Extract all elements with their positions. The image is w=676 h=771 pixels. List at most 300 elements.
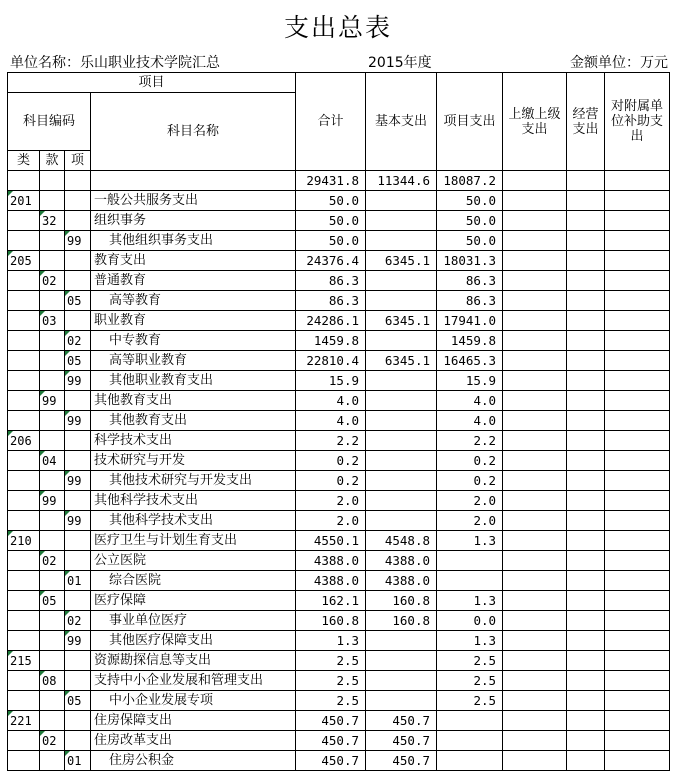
empty-cell (503, 191, 567, 211)
code-lei (8, 211, 40, 231)
code-lei (8, 611, 40, 631)
table-row (8, 551, 670, 571)
amount-project: 50.0 (437, 191, 503, 211)
code-lei (8, 411, 40, 431)
code-xiang: 99 (65, 511, 91, 531)
code-lei (8, 491, 40, 511)
empty-cell (605, 631, 670, 651)
amount-basic (366, 291, 437, 311)
amount-project (437, 751, 503, 771)
empty-cell (605, 331, 670, 351)
empty-cell (567, 651, 605, 671)
subject-name: 支持中小企业发展和管理支出 (91, 671, 296, 691)
code-kuan: 99 (40, 391, 65, 411)
code-kuan (40, 511, 65, 531)
code-kuan (40, 231, 65, 251)
amount-project: 1.3 (437, 591, 503, 611)
empty-cell (605, 371, 670, 391)
amount-basic: 6345.1 (366, 311, 437, 331)
amount-basic: 4388.0 (366, 551, 437, 571)
page-title: 支出总表 (283, 13, 392, 42)
amount-project: 50.0 (437, 231, 503, 251)
code-kuan: 02 (40, 551, 65, 571)
subject-name: 其他组织事务支出 (91, 231, 296, 251)
code-lei (8, 351, 40, 371)
amount-total: 4.0 (296, 391, 366, 411)
empty-cell (605, 291, 670, 311)
subject-name: 事业单位医疗 (91, 611, 296, 631)
empty-cell (567, 291, 605, 311)
table-row (8, 751, 670, 771)
code-kuan: 03 (40, 311, 65, 331)
empty-cell (567, 491, 605, 511)
code-xiang: 99 (65, 371, 91, 391)
table-row (8, 371, 670, 391)
code-lei (8, 571, 40, 591)
amount-project: 1459.8 (437, 331, 503, 351)
code-kuan (40, 291, 65, 311)
amount-total: 0.2 (296, 471, 366, 491)
subject-name: 其他教育支出 (91, 411, 296, 431)
code-xiang: 99 (65, 231, 91, 251)
code-xiang (65, 551, 91, 571)
table-row (8, 451, 670, 471)
code-xiang: 02 (65, 611, 91, 631)
empty-cell (503, 611, 567, 631)
code-kuan (40, 711, 65, 731)
code-kuan (40, 611, 65, 631)
empty-cell (605, 311, 670, 331)
empty-cell (503, 231, 567, 251)
amount-project: 2.2 (437, 431, 503, 451)
code-lei: 201 (8, 191, 40, 211)
code-xiang (65, 671, 91, 691)
amount-total: 1.3 (296, 631, 366, 651)
code-lei (8, 511, 40, 531)
code-xiang (65, 391, 91, 411)
code-xiang (65, 251, 91, 271)
empty-cell (605, 571, 670, 591)
header-subject-name: 科目名称 (91, 93, 296, 171)
amount-total: 2.5 (296, 691, 366, 711)
empty-cell (605, 671, 670, 691)
code-lei: 205 (8, 251, 40, 271)
amount-basic (366, 651, 437, 671)
code-lei (8, 391, 40, 411)
code-lei (8, 471, 40, 491)
empty-cell (503, 351, 567, 371)
code-xiang: 99 (65, 631, 91, 651)
code-lei (8, 551, 40, 571)
empty-cell (605, 551, 670, 571)
empty-cell (567, 711, 605, 731)
table-row (8, 671, 670, 691)
code-xiang: 01 (65, 571, 91, 591)
amount-project: 4.0 (437, 391, 503, 411)
amount-basic: 450.7 (366, 731, 437, 751)
subject-name: 科学技术支出 (91, 431, 296, 451)
empty-cell (503, 451, 567, 471)
code-xiang (65, 311, 91, 331)
amount-basic (366, 371, 437, 391)
table-row (8, 711, 670, 731)
empty-cell (605, 231, 670, 251)
table-row (8, 731, 670, 751)
amount-total: 160.8 (296, 611, 366, 631)
amount-total: 0.2 (296, 451, 366, 471)
empty-cell (605, 611, 670, 631)
amount-project: 50.0 (437, 211, 503, 231)
table-row (8, 331, 670, 351)
empty-cell (503, 551, 567, 571)
amount-project: 15.9 (437, 371, 503, 391)
subject-name: 资源勘探信息等支出 (91, 651, 296, 671)
empty-cell (503, 371, 567, 391)
code-kuan (40, 431, 65, 451)
code-kuan: 02 (40, 271, 65, 291)
empty-cell (605, 491, 670, 511)
amount-project (437, 571, 503, 591)
code-lei (8, 291, 40, 311)
code-xiang (65, 451, 91, 471)
amount-project (437, 551, 503, 571)
amount-basic (366, 691, 437, 711)
code-kuan (40, 371, 65, 391)
empty-cell (567, 371, 605, 391)
subject-name: 一般公共服务支出 (91, 191, 296, 211)
amount-total: 24286.1 (296, 311, 366, 331)
amount-project: 0.2 (437, 471, 503, 491)
header-kuan: 款 (40, 151, 65, 171)
empty-cell (567, 531, 605, 551)
table-row (8, 431, 670, 451)
header-basic: 基本支出 (366, 73, 437, 171)
code-kuan (40, 351, 65, 371)
header-project: 项目支出 (437, 73, 503, 171)
empty-cell (503, 651, 567, 671)
empty-cell (567, 231, 605, 251)
empty-cell (567, 471, 605, 491)
amount-project: 2.5 (437, 671, 503, 691)
code-kuan (40, 571, 65, 591)
amount-total: 4388.0 (296, 551, 366, 571)
amount-project: 0.0 (437, 611, 503, 631)
empty-cell (567, 211, 605, 231)
code-xiang: 05 (65, 291, 91, 311)
amount-total: 162.1 (296, 591, 366, 611)
empty-cell (605, 531, 670, 551)
empty-cell (605, 651, 670, 671)
amount-total: 2.5 (296, 651, 366, 671)
amount-project (437, 731, 503, 751)
subject-name: 其他教育支出 (91, 391, 296, 411)
amount-project: 86.3 (437, 291, 503, 311)
subject-name: 综合医院 (91, 571, 296, 591)
subject-name: 住房保障支出 (91, 711, 296, 731)
table-row (8, 471, 670, 491)
code-lei: 206 (8, 431, 40, 451)
empty-cell (503, 691, 567, 711)
code-kuan: 05 (40, 591, 65, 611)
code-xiang (65, 271, 91, 291)
empty-cell (567, 611, 605, 631)
amount-total: 2.5 (296, 671, 366, 691)
amount-project: 16465.3 (437, 351, 503, 371)
empty-cell (503, 431, 567, 451)
code-lei (8, 231, 40, 251)
code-kuan: 08 (40, 671, 65, 691)
table-row (8, 191, 670, 211)
code-lei (8, 631, 40, 651)
amount-basic (366, 391, 437, 411)
code-kuan (40, 471, 65, 491)
amount-project: 86.3 (437, 271, 503, 291)
empty-cell (605, 591, 670, 611)
amount-basic (366, 511, 437, 531)
amount-total: 86.3 (296, 271, 366, 291)
amount-basic (366, 191, 437, 211)
table-row (8, 311, 670, 331)
expenditure-table (7, 72, 670, 771)
amount-total: 2.2 (296, 431, 366, 451)
subject-name: 中专教育 (91, 331, 296, 351)
subject-name: 其他医疗保障支出 (91, 631, 296, 651)
subject-name: 技术研究与开发 (91, 451, 296, 471)
table-row (8, 231, 670, 251)
table-row (8, 691, 670, 711)
code-lei (8, 671, 40, 691)
subject-name: 住房公积金 (91, 751, 296, 771)
empty-cell (605, 731, 670, 751)
table-row (8, 531, 670, 551)
code-lei: 221 (8, 711, 40, 731)
amount-total: 22810.4 (296, 351, 366, 371)
subject-name: 其他科学技术支出 (91, 511, 296, 531)
amount-project: 18031.3 (437, 251, 503, 271)
table-row (8, 251, 670, 271)
empty-cell (567, 631, 605, 651)
empty-cell (567, 691, 605, 711)
code-xiang (65, 731, 91, 751)
amount-total: 1459.8 (296, 331, 366, 351)
table-row (8, 591, 670, 611)
amount-basic (366, 271, 437, 291)
empty-cell (567, 251, 605, 271)
empty-cell (503, 511, 567, 531)
amount-basic: 450.7 (366, 751, 437, 771)
amount-project: 2.5 (437, 651, 503, 671)
code-kuan (40, 751, 65, 771)
empty-cell (567, 311, 605, 331)
amount-total: 15.9 (296, 371, 366, 391)
header-item: 项目 (8, 73, 296, 93)
code-kuan (40, 251, 65, 271)
amount-basic (366, 431, 437, 451)
empty-cell (567, 571, 605, 591)
totals-row (8, 171, 670, 191)
empty-cell (567, 391, 605, 411)
code-lei (8, 751, 40, 771)
amount-project: 17941.0 (437, 311, 503, 331)
amount-total: 4.0 (296, 411, 366, 431)
totals-basic: 11344.6 (366, 171, 437, 191)
empty-cell (503, 631, 567, 651)
code-kuan: 02 (40, 731, 65, 751)
amount-total: 86.3 (296, 291, 366, 311)
fiscal-year: 2015年度 (368, 55, 432, 71)
amount-total: 2.0 (296, 511, 366, 531)
amount-project: 2.0 (437, 491, 503, 511)
header-upper: 上缴上级支出 (503, 73, 567, 171)
empty-cell (605, 271, 670, 291)
empty-cell (503, 491, 567, 511)
code-xiang: 05 (65, 351, 91, 371)
empty-cell (567, 671, 605, 691)
empty-cell (503, 311, 567, 331)
code-xiang (65, 491, 91, 511)
amount-total: 450.7 (296, 751, 366, 771)
subject-name: 住房改革支出 (91, 731, 296, 751)
code-xiang: 02 (65, 331, 91, 351)
code-kuan (40, 691, 65, 711)
table-row (8, 411, 670, 431)
amount-basic: 6345.1 (366, 351, 437, 371)
code-lei (8, 591, 40, 611)
amount-basic (366, 491, 437, 511)
empty-cell (503, 291, 567, 311)
code-xiang (65, 191, 91, 211)
empty-cell (605, 431, 670, 451)
empty-cell (605, 691, 670, 711)
amount-total: 4388.0 (296, 571, 366, 591)
empty-cell (605, 471, 670, 491)
code-xiang: 99 (65, 411, 91, 431)
code-lei (8, 311, 40, 331)
empty-cell (605, 711, 670, 731)
code-xiang: 01 (65, 751, 91, 771)
code-kuan (40, 631, 65, 651)
table-row (8, 631, 670, 651)
code-xiang: 99 (65, 471, 91, 491)
amount-total: 4550.1 (296, 531, 366, 551)
code-lei (8, 371, 40, 391)
code-lei: 215 (8, 651, 40, 671)
code-kuan (40, 531, 65, 551)
empty-cell (567, 271, 605, 291)
amount-basic: 4388.0 (366, 571, 437, 591)
amount-basic (366, 411, 437, 431)
empty-cell (503, 571, 567, 591)
empty-cell (503, 711, 567, 731)
table-row (8, 351, 670, 371)
header-xiang: 项 (65, 151, 91, 171)
amount-total: 450.7 (296, 731, 366, 751)
code-xiang (65, 531, 91, 551)
subject-name: 高等教育 (91, 291, 296, 311)
subject-name: 其他技术研究与开发支出 (91, 471, 296, 491)
amount-basic (366, 631, 437, 651)
empty-cell (605, 351, 670, 371)
table-row (8, 291, 670, 311)
amount-basic: 6345.1 (366, 251, 437, 271)
amount-project: 1.3 (437, 631, 503, 651)
empty-cell (567, 411, 605, 431)
subject-name: 中小企业发展专项 (91, 691, 296, 711)
empty-cell (567, 751, 605, 771)
empty-cell (567, 191, 605, 211)
code-lei (8, 331, 40, 351)
amount-basic: 160.8 (366, 591, 437, 611)
amount-total: 50.0 (296, 231, 366, 251)
amount-project: 4.0 (437, 411, 503, 431)
totals-project: 18087.2 (437, 171, 503, 191)
empty-cell (503, 211, 567, 231)
table-row (8, 491, 670, 511)
empty-cell (605, 391, 670, 411)
code-xiang (65, 211, 91, 231)
code-lei (8, 731, 40, 751)
table-row (8, 511, 670, 531)
table-row (8, 571, 670, 591)
empty-cell (605, 191, 670, 211)
empty-cell (605, 251, 670, 271)
header-business: 经营支出 (567, 73, 605, 171)
table-row (8, 391, 670, 411)
empty-cell (605, 411, 670, 431)
empty-cell (605, 451, 670, 471)
header-total: 合计 (296, 73, 366, 171)
empty-cell (567, 591, 605, 611)
empty-cell (605, 751, 670, 771)
empty-cell (503, 251, 567, 271)
code-kuan (40, 191, 65, 211)
header-lei: 类 (8, 151, 40, 171)
empty-cell (567, 431, 605, 451)
amount-basic: 450.7 (366, 711, 437, 731)
amount-basic: 160.8 (366, 611, 437, 631)
table-row (8, 651, 670, 671)
subject-name: 普通教育 (91, 271, 296, 291)
unit-name: 单位名称：乐山职业技术学院汇总 (10, 55, 220, 71)
empty-cell (567, 351, 605, 371)
header-code-group: 科目编码 (8, 93, 91, 151)
subject-name: 其他职业教育支出 (91, 371, 296, 391)
empty-cell (503, 411, 567, 431)
amount-project: 2.5 (437, 691, 503, 711)
amount-basic: 4548.8 (366, 531, 437, 551)
empty-cell (503, 731, 567, 751)
table-row (8, 271, 670, 291)
empty-cell (503, 471, 567, 491)
amount-basic (366, 451, 437, 471)
subject-name: 组织事务 (91, 211, 296, 231)
code-lei (8, 451, 40, 471)
empty-cell (503, 751, 567, 771)
empty-cell (503, 391, 567, 411)
subject-name: 医疗保障 (91, 591, 296, 611)
subject-name: 其他科学技术支出 (91, 491, 296, 511)
subject-name: 公立医院 (91, 551, 296, 571)
code-xiang (65, 651, 91, 671)
code-kuan: 99 (40, 491, 65, 511)
empty-cell (503, 671, 567, 691)
code-lei (8, 691, 40, 711)
code-lei: 210 (8, 531, 40, 551)
amount-total: 24376.4 (296, 251, 366, 271)
amount-basic (366, 231, 437, 251)
amount-project: 0.2 (437, 451, 503, 471)
table-row (8, 211, 670, 231)
